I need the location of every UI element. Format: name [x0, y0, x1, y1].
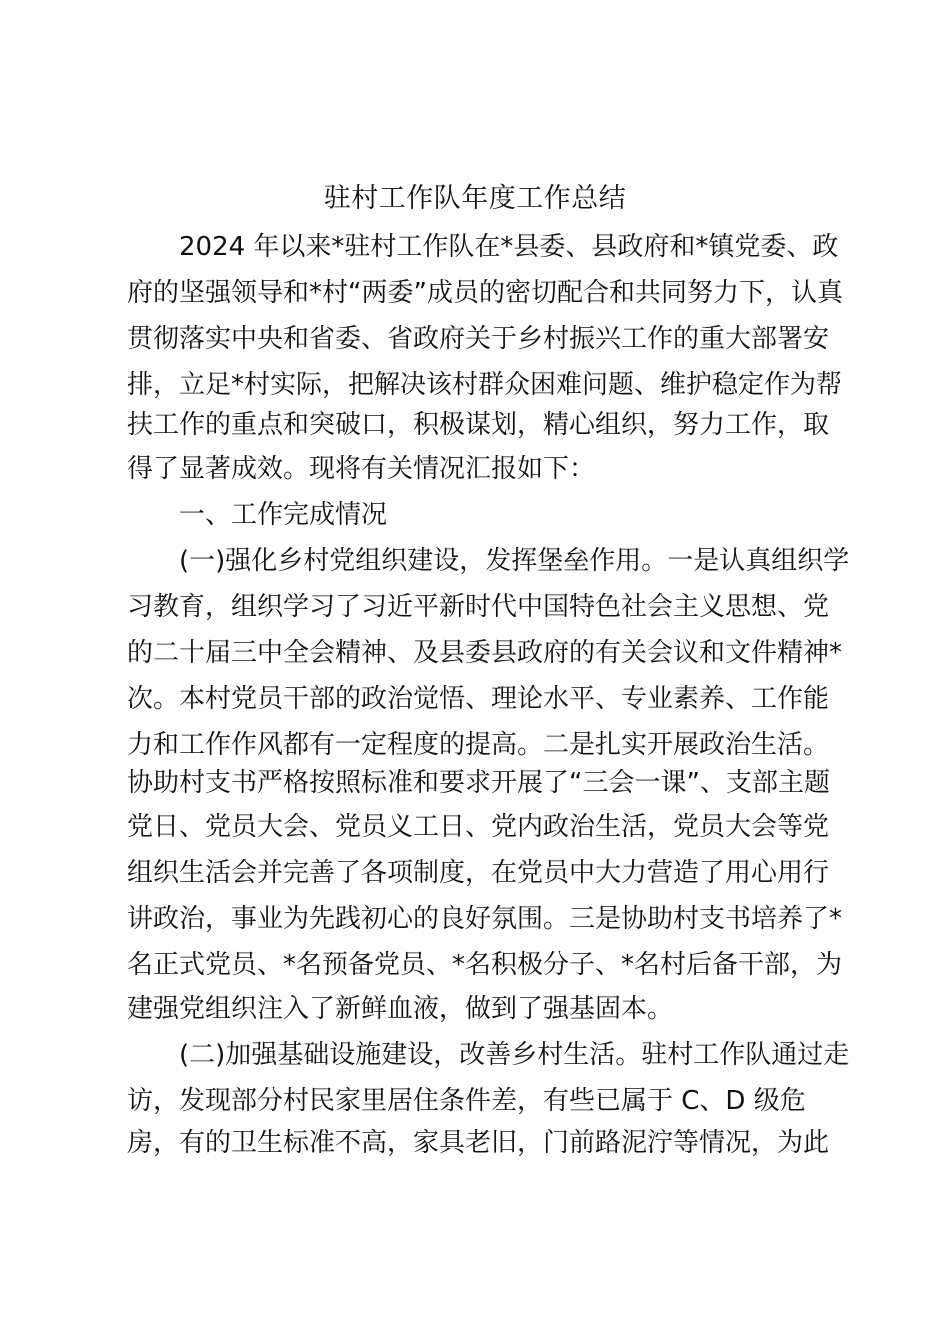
paragraph-line: 建强党组织注入了新鲜血液，做到了强基固本。 [127, 994, 674, 1024]
paragraph-line: 组织生活会并完善了各项制度，在党员中大力营造了用心用行 [127, 858, 830, 888]
paragraph-line: 2024 年以来*驻村工作队在*县委、县政府和*镇党委、政 [179, 232, 839, 262]
paragraph-line: 的二十届三中全会精神、及县委县政府的有关会议和文件精神* [127, 638, 843, 668]
paragraph-line: 房，有的卫生标准不高，家具老旧，门前路泥泞等情况，为此 [127, 1128, 830, 1158]
paragraph-line: 扶工作的重点和突破口，积极谋划，精心组织，努力工作，取 [127, 410, 830, 440]
paragraph-line: 府的坚强领导和*村“两委”成员的密切配合和共同努力下，认真 [127, 278, 843, 308]
paragraph-line: (一)强化乡村党组织建设，发挥堡垒作用。一是认真组织学 [179, 546, 850, 576]
paragraph-line: 协助村支书严格按照标准和要求开展了“三会一课”、支部主题 [127, 768, 830, 798]
paragraph-line: 名正式党员、*名预备党员、*名积极分子、*名村后备干部，为 [127, 950, 843, 980]
paragraph-line: 力和工作作风都有一定程度的提高。二是扎实开展政治生活。 [127, 730, 830, 760]
paragraph-line: 习教育，组织学习了习近平新时代中国特色社会主义思想、党 [127, 592, 830, 622]
paragraph-line: (二)加强基础设施建设，改善乡村生活。驻村工作队通过走 [179, 1040, 850, 1070]
section-heading: 一、工作完成情况 [179, 500, 388, 530]
paragraph-line: 访，发现部分村民家里居住条件差，有些已属于 C、D 级危 [127, 1086, 806, 1116]
paragraph-line: 党日、党员大会、党员义工日、党内政治生活，党员大会等党 [127, 812, 830, 842]
paragraph-line: 讲政治，事业为先践初心的良好氛围。三是协助村支书培养了* [127, 904, 843, 934]
paragraph-line: 次。本村党员干部的政治觉悟、理论水平、专业素养、工作能 [127, 684, 830, 714]
paragraph-line: 贯彻落实中央和省委、省政府关于乡村振兴工作的重大部署安 [127, 324, 830, 354]
paragraph-line: 得了显著成效。现将有关情况汇报如下： [127, 454, 596, 484]
paragraph-line: 排，立足*村实际，把解决该村群众困难问题、维护稳定作为帮 [127, 370, 843, 400]
document-title: 驻村工作队年度工作总结 [323, 183, 627, 214]
